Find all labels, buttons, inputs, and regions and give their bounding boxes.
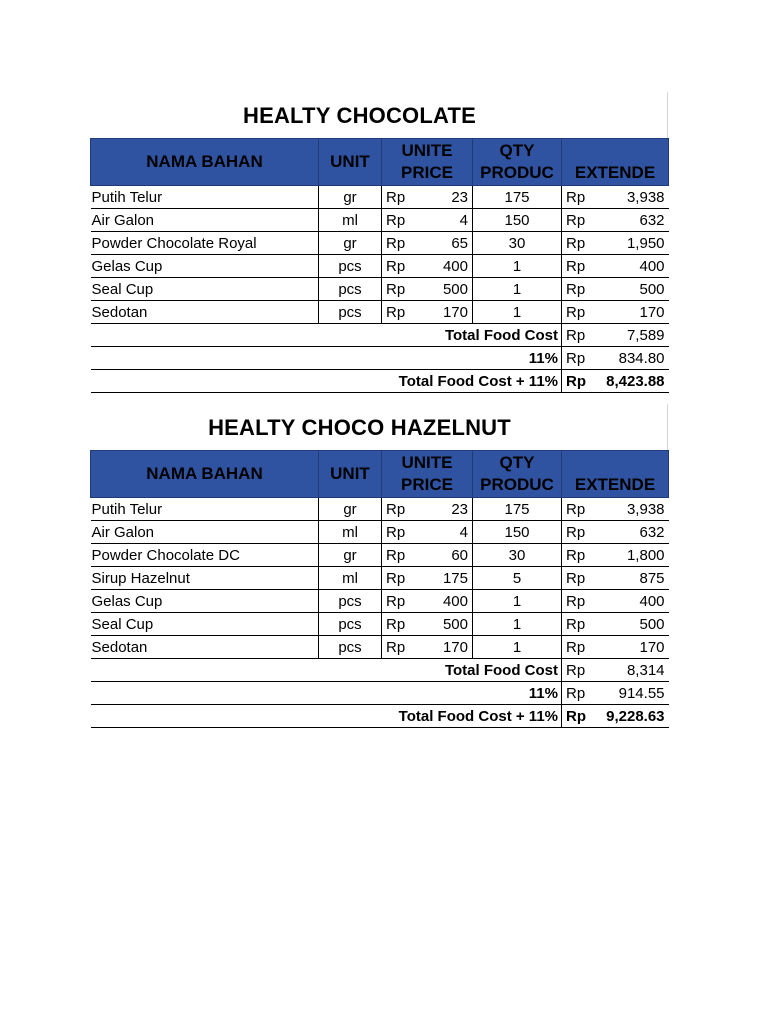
extended-currency: Rp [562, 521, 592, 544]
tax-label: 11% [91, 682, 562, 705]
qty-produc: 1 [473, 590, 562, 613]
ingredient-name: Seal Cup [91, 613, 319, 636]
qty-produc: 30 [473, 544, 562, 567]
extended-value: 170 [592, 636, 669, 659]
unit-price: 175 [416, 567, 473, 590]
ingredient-unit: pcs [319, 613, 382, 636]
ingredient-name: Air Galon [91, 209, 319, 232]
extended-currency: Rp [562, 590, 592, 613]
ingredient-unit: ml [319, 209, 382, 232]
unit-price: 4 [416, 209, 473, 232]
grand-total-row [91, 705, 669, 728]
qty-produc: 150 [473, 209, 562, 232]
ingredient-unit: pcs [319, 278, 382, 301]
ingredient-row [91, 613, 669, 636]
ingredient-unit: pcs [319, 590, 382, 613]
ingredient-row [91, 521, 669, 544]
ingredient-name: Sedotan [91, 301, 319, 324]
extended-value: 632 [592, 209, 669, 232]
unit-price: 500 [416, 278, 473, 301]
grand-total-value: 8,423.88 [592, 370, 669, 393]
tax-currency: Rp [562, 347, 592, 370]
unit-price: 23 [416, 186, 473, 209]
ingredient-unit: gr [319, 186, 382, 209]
header-qty-produc: QTY PRODUC [473, 139, 562, 186]
header-unite-price: UNITE PRICE [382, 451, 473, 498]
ingredient-unit: gr [319, 232, 382, 255]
price-currency: Rp [382, 278, 416, 301]
ingredient-row [91, 498, 669, 521]
tax-row [91, 347, 669, 370]
ingredient-unit: ml [319, 567, 382, 590]
ingredient-table [90, 138, 669, 393]
grand-total-label: Total Food Cost + 11% [91, 370, 562, 393]
extended-currency: Rp [562, 301, 592, 324]
unit-price: 170 [416, 301, 473, 324]
total-food-cost-row [91, 659, 669, 682]
unit-price: 500 [416, 613, 473, 636]
ingredient-row [91, 278, 669, 301]
sheet-title: HEALTY CHOCO HAZELNUT [90, 404, 668, 450]
ingredient-unit: gr [319, 544, 382, 567]
ingredient-rows [91, 186, 669, 324]
extended-currency: Rp [562, 209, 592, 232]
price-currency: Rp [382, 232, 416, 255]
ingredient-name: Seal Cup [91, 278, 319, 301]
grand-total-row [91, 370, 669, 393]
tax-value: 914.55 [592, 682, 669, 705]
ingredient-name: Gelas Cup [91, 590, 319, 613]
ingredient-rows [91, 498, 669, 659]
price-currency: Rp [382, 209, 416, 232]
total-food-cost-currency: Rp [562, 324, 592, 347]
tax-label: 11% [91, 347, 562, 370]
ingredient-row [91, 636, 669, 659]
extended-value: 632 [592, 521, 669, 544]
grand-total-label: Total Food Cost + 11% [91, 705, 562, 728]
qty-produc: 30 [473, 232, 562, 255]
tax-currency: Rp [562, 682, 592, 705]
extended-value: 500 [592, 278, 669, 301]
total-food-cost-value: 7,589 [592, 324, 669, 347]
extended-currency: Rp [562, 636, 592, 659]
extended-currency: Rp [562, 278, 592, 301]
price-currency: Rp [382, 255, 416, 278]
extended-value: 500 [592, 613, 669, 636]
recipe-sheet-healty-chocolate [90, 92, 668, 393]
price-currency: Rp [382, 498, 416, 521]
extended-value: 3,938 [592, 498, 669, 521]
ingredient-unit: pcs [319, 301, 382, 324]
extended-currency: Rp [562, 255, 592, 278]
ingredient-name: Powder Chocolate DC [91, 544, 319, 567]
sheet-title: HEALTY CHOCOLATE [90, 92, 668, 138]
extended-value: 400 [592, 255, 669, 278]
ingredient-row [91, 186, 669, 209]
grand-total-currency: Rp [562, 370, 592, 393]
ingredient-row [91, 301, 669, 324]
ingredient-unit: gr [319, 498, 382, 521]
ingredient-name: Putih Telur [91, 498, 319, 521]
total-food-cost-label: Total Food Cost [91, 324, 562, 347]
header-nama-bahan: NAMA BAHAN [91, 451, 319, 498]
unit-price: 400 [416, 255, 473, 278]
header-extende: EXTENDE [562, 451, 669, 498]
price-currency: Rp [382, 636, 416, 659]
price-currency: Rp [382, 186, 416, 209]
extended-value: 1,800 [592, 544, 669, 567]
unit-price: 65 [416, 232, 473, 255]
qty-produc: 1 [473, 613, 562, 636]
ingredient-name: Gelas Cup [91, 255, 319, 278]
qty-produc: 1 [473, 255, 562, 278]
extended-value: 3,938 [592, 186, 669, 209]
price-currency: Rp [382, 567, 416, 590]
qty-produc: 1 [473, 278, 562, 301]
unit-price: 60 [416, 544, 473, 567]
header-extende: EXTENDE [562, 139, 669, 186]
ingredient-name: Sedotan [91, 636, 319, 659]
extended-value: 170 [592, 301, 669, 324]
price-currency: Rp [382, 590, 416, 613]
ingredient-row [91, 590, 669, 613]
ingredient-row [91, 232, 669, 255]
grand-total-value: 9,228.63 [592, 705, 669, 728]
unit-price: 23 [416, 498, 473, 521]
ingredient-row [91, 209, 669, 232]
total-food-cost-row [91, 324, 669, 347]
ingredient-row [91, 544, 669, 567]
header-unit: UNIT [319, 451, 382, 498]
ingredient-name: Powder Chocolate Royal [91, 232, 319, 255]
extended-currency: Rp [562, 232, 592, 255]
header-nama-bahan: NAMA BAHAN [91, 139, 319, 186]
header-unite-price: UNITE PRICE [382, 139, 473, 186]
price-currency: Rp [382, 613, 416, 636]
tax-row [91, 682, 669, 705]
qty-produc: 5 [473, 567, 562, 590]
price-currency: Rp [382, 301, 416, 324]
header-qty-produc: QTY PRODUC [473, 451, 562, 498]
extended-currency: Rp [562, 613, 592, 636]
unit-price: 170 [416, 636, 473, 659]
ingredient-unit: ml [319, 521, 382, 544]
qty-produc: 1 [473, 301, 562, 324]
extended-currency: Rp [562, 567, 592, 590]
qty-produc: 1 [473, 636, 562, 659]
price-currency: Rp [382, 521, 416, 544]
extended-currency: Rp [562, 544, 592, 567]
ingredient-row [91, 255, 669, 278]
qty-produc: 175 [473, 498, 562, 521]
ingredient-table [90, 450, 669, 728]
ingredient-unit: pcs [319, 636, 382, 659]
total-food-cost-currency: Rp [562, 659, 592, 682]
extended-value: 400 [592, 590, 669, 613]
table-header-row [91, 451, 669, 498]
qty-produc: 175 [473, 186, 562, 209]
unit-price: 400 [416, 590, 473, 613]
total-food-cost-value: 8,314 [592, 659, 669, 682]
extended-currency: Rp [562, 186, 592, 209]
tax-value: 834.80 [592, 347, 669, 370]
total-food-cost-label: Total Food Cost [91, 659, 562, 682]
grand-total-currency: Rp [562, 705, 592, 728]
extended-currency: Rp [562, 498, 592, 521]
ingredient-name: Air Galon [91, 521, 319, 544]
extended-value: 875 [592, 567, 669, 590]
recipe-sheet-healty-choco-hazelnut [90, 404, 668, 728]
unit-price: 4 [416, 521, 473, 544]
ingredient-name: Sirup Hazelnut [91, 567, 319, 590]
ingredient-row [91, 567, 669, 590]
qty-produc: 150 [473, 521, 562, 544]
header-unit: UNIT [319, 139, 382, 186]
ingredient-name: Putih Telur [91, 186, 319, 209]
table-header-row [91, 139, 669, 186]
extended-value: 1,950 [592, 232, 669, 255]
price-currency: Rp [382, 544, 416, 567]
ingredient-unit: pcs [319, 255, 382, 278]
